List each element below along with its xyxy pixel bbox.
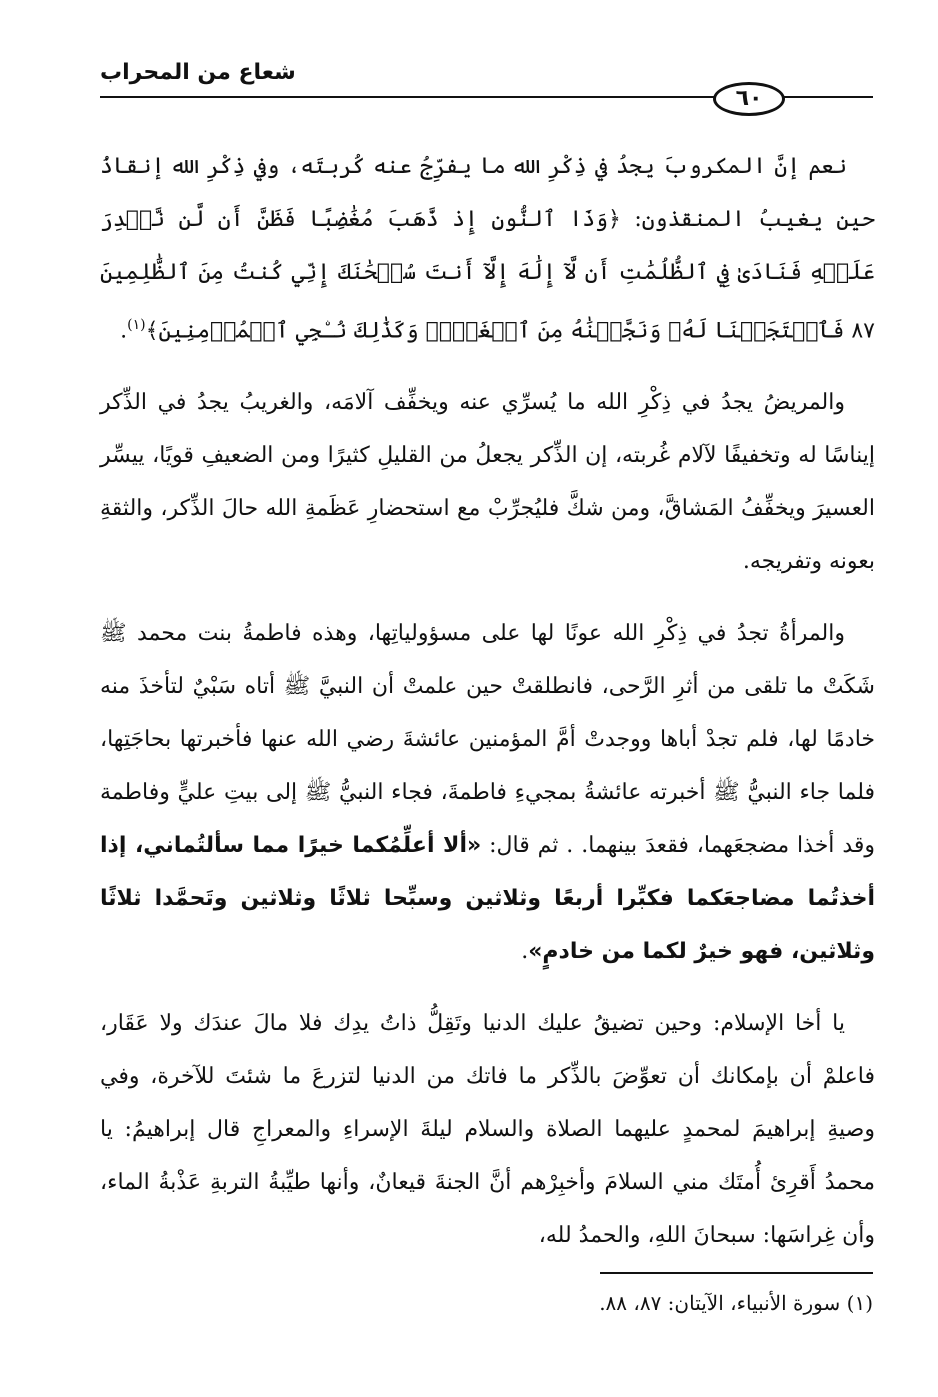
paragraph-2: والمريضُ يجدُ في ذِكْرِ الله ما يُسرِّي عنه ويخفِّف آلامَه، والغريبُ يجدُ في الذِّكر إيناسًا له وتخفيفًا لآلام غُربته، إن الذِّكر يجعلُ من القليلِ كثيرًا ومن الضعيفِ قويًا، ييسِّر العسيرَ ويخفِّفُ المَشاقَّ، ومن شكَّ فليُجرِّبْ مع استحضارِ عَظَمةِ الله حالَ الذِّكر، والثقةِ بعونه وتفريجه. xyxy=(100,390,875,575)
paragraph-4: يا أخا الإسلام: وحين تضيقُ عليك الدنيا وتَقِلُّ ذاتُ يدِك فلا مالَ عندَك ولا عَقَار، فاعلمْ أن بإمكانك أن تعوِّضَ بالذِّكر ما فاتك من الدنيا لتزرعَ ما شئتَ للآخرة، وفي وصيةِ إبراهيمَ لمحمدٍ عليهما الصلاة والسلام ليلةَ الإسراءِ والمعراجِ قال إبراهيمُ: يا محمدُ أَقرِئ أُمتَك مني السلامَ وأخبِرْهم أنَّ الجنةَ قيعانٌ، وأنها طيِّبةُ التربةِ عَذْبةُ الماء، وأن غِراسَها: سبحانَ اللهِ، والحمدُ لله، xyxy=(100,1011,875,1249)
book-title: شعاع من المحراب xyxy=(100,60,296,85)
quran-verse: ﴿وَذَا ٱلنُّونِ إِذ ذَّهَبَ مُغَٰضِبًا فَظَنَّ أَن لَّن نَّقۡدِرَ عَلَيۡهِ فَنَادَىٰ فِي ٱلظُّلُمَٰتِ أَن لَّآ إِلَٰهَ إِلَّآ أَنتَ سُبۡحَٰنَكَ إِنِّي كُنتُ مِنَ ٱلظَّٰلِمِينَ ٨٧ فَٱسۡتَجَبۡنَا لَهُۥ وَنَجَّيۡنَٰهُ مِنَ ٱلۡغَمِّۚ وَكَذَٰلِكَ نُـۨجِي ٱلۡمُؤۡمِنِينَ﴾ xyxy=(100,207,875,344)
page-number: ٦٠ xyxy=(713,82,785,116)
paragraph-3 xyxy=(100,607,875,978)
paragraph-3-text: والمرأةُ تجدُ في ذِكْرِ الله عونًا لها على مسؤولياتِها، وهذه فاطمةُ بنت محمد ﷺ شَكَتْ ما تلقى من أثرِ الرَّحى، فانطلقتْ حين علمتْ أن النبيَّ ﷺ أتاه سَبْيٌ لتأخذَ منه خادمًا لها، فلم تجدْ أباها ووجدتْ أمَّ المؤمنين عائشةَ رضي الله عنها فأخبرتها بحاجَتِها، فلما جاء النبيُّ ﷺ أخبرته عائشةُ بمجيءِ فاطمةَ، فجاء النبيُّ ﷺ إلى بيتِ عليٍّ وفاطمة وقد أخذا مضجعَهما، فقعدَ بينهما. . ثم قال: xyxy=(100,621,876,859)
paragraph-1 xyxy=(100,140,875,357)
paragraph-3-end: . xyxy=(521,939,529,965)
paragraph-1-text: نعم إنَّ المكروبَ يجدُ في ذِكْرِ الله ما يفرِّجُ عنه كُربتَه، وفي ذِكْرِ الله إنقاذُ حين يغيبُ المنقذون: xyxy=(100,154,875,232)
footnote-marker[interactable]: (١) xyxy=(127,317,146,333)
paragraph-1-end: . xyxy=(120,318,128,344)
footnote: (١) سورة الأنبياء، الآيتان: ٨٧، ٨٨. xyxy=(599,1291,873,1315)
footnote-divider xyxy=(600,1272,873,1274)
hadith-quote: «ألا أعلِّمُكما خيرًا مما سألتُماني، إذا أخذتُما مضاجعَكما فكبِّرا أربعًا وثلاثين وسبِّحا ثلاثًا وثلاثين وتَحمَّدا ثلاثًا وثلاثين، فهو خيرٌ لكما من خادمٍ» xyxy=(100,833,875,965)
main-text xyxy=(100,140,875,1281)
